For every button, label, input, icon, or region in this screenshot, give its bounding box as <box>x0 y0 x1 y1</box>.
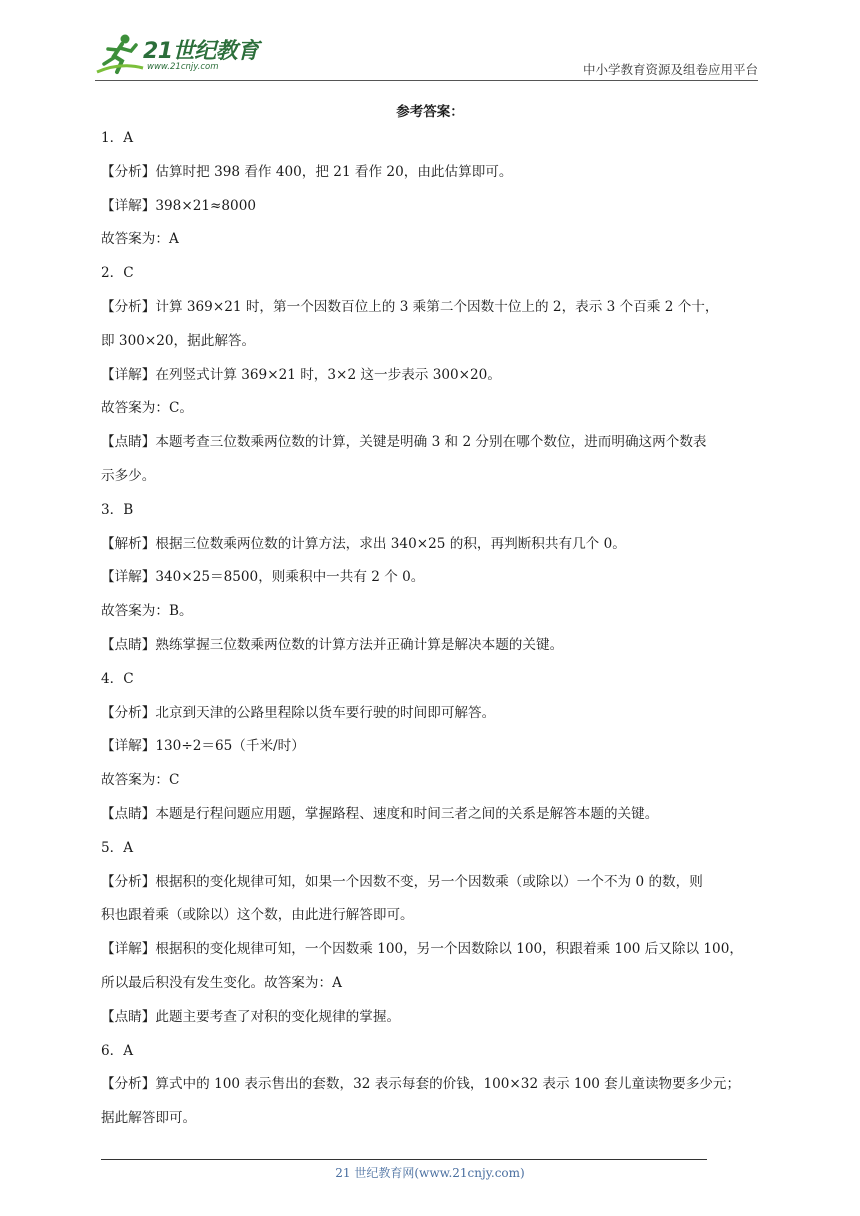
text-line: 据此解答即可。 <box>101 1110 197 1127</box>
text-line: 【详解】根据积的变化规律可知，一个因数乘 100，另一个因数除以 100，积跟着乘 100 后又除以 100， <box>101 941 743 958</box>
header-divider <box>95 80 758 81</box>
page-footer[interactable]: 21 世纪教育网(www.21cnjy.com) <box>335 1166 525 1180</box>
text-line: 【分析】计算 369×21 时，第一个因数百位上的 3 乘第二个因数十位上的 2，表示 3 个百乘 2 个十， <box>101 298 719 315</box>
page-header <box>95 28 758 80</box>
text-line: 3．B <box>101 501 134 518</box>
text-line: 【详解】在列竖式计算 369×21 时，3×2 这一步表示 300×20。 <box>101 366 501 383</box>
text-line: 5．A <box>101 839 134 856</box>
text-line: 所以最后积没有发生变化。故答案为：A <box>101 974 342 991</box>
text-line: 【详解】130÷2＝65（千米/时） <box>101 738 305 755</box>
text-line: 【分析】北京到天津的公路里程除以货车要行驶的时间即可解答。 <box>101 704 496 721</box>
text-line: 【点睛】熟练掌握三位数乘两位数的计算方法并正确计算是解决本题的关键。 <box>101 636 564 653</box>
runner-logo-icon <box>95 32 145 76</box>
text-line: 积也跟着乘（或除以）这个数，由此进行解答即可。 <box>101 907 414 924</box>
text-line: 故答案为：B。 <box>101 603 193 620</box>
text-line: 1．A <box>101 130 134 146</box>
text-line: 【分析】算式中的 100 表示售出的套数，32 表示每套的价钱，100×32 表示 100 套儿童读物要多少元； <box>101 1076 741 1093</box>
page-title: 参考答案： <box>396 104 464 120</box>
text-line: 4．C <box>101 670 134 687</box>
platform-label: 中小学教育资源及组卷应用平台 <box>582 62 758 77</box>
text-line: 【详解】398×21≈8000 <box>101 197 256 214</box>
text-line: 【解析】根据三位数乘两位数的计算方法，求出 340×25 的积，再判断积共有几个 0。 <box>101 535 626 552</box>
site-logo <box>95 32 270 76</box>
text-line: 【点睛】本题是行程问题应用题，掌握路程、速度和时间三者之间的关系是解答本题的关键。 <box>101 805 659 822</box>
text-line: 【分析】根据积的变化规律可知，如果一个因数不变，另一个因数乘（或除以）一个不为 0 的数，则 <box>101 873 703 890</box>
logo-wordmark: 21世纪教育 <box>143 39 259 64</box>
text-line: 【点睛】本题考查三位数乘两位数的计算，关键是明确 3 和 2 分别在哪个数位，进而明确这两个数表 <box>101 434 707 451</box>
footer-divider <box>101 1159 707 1160</box>
logo-url: www.21cnjy.com <box>147 62 219 72</box>
text-line: 故答案为：A <box>101 231 179 248</box>
text-line: 【分析】估算时把 398 看作 400，把 21 看作 20，由此估算即可。 <box>101 163 513 180</box>
text-line: 【详解】340×25＝8500，则乘积中一共有 2 个 0。 <box>101 569 425 586</box>
text-line: 示多少。 <box>101 467 156 484</box>
answer-content <box>101 122 761 1136</box>
text-line: 故答案为：C。 <box>101 400 193 417</box>
text-line: 【点睛】此题主要考查了对积的变化规律的掌握。 <box>101 1008 401 1025</box>
text-line: 故答案为：C <box>101 772 180 789</box>
text-line: 2．C <box>101 265 134 282</box>
text-line: 即 300×20，据此解答。 <box>101 332 256 349</box>
text-line: 6．A <box>101 1042 134 1059</box>
